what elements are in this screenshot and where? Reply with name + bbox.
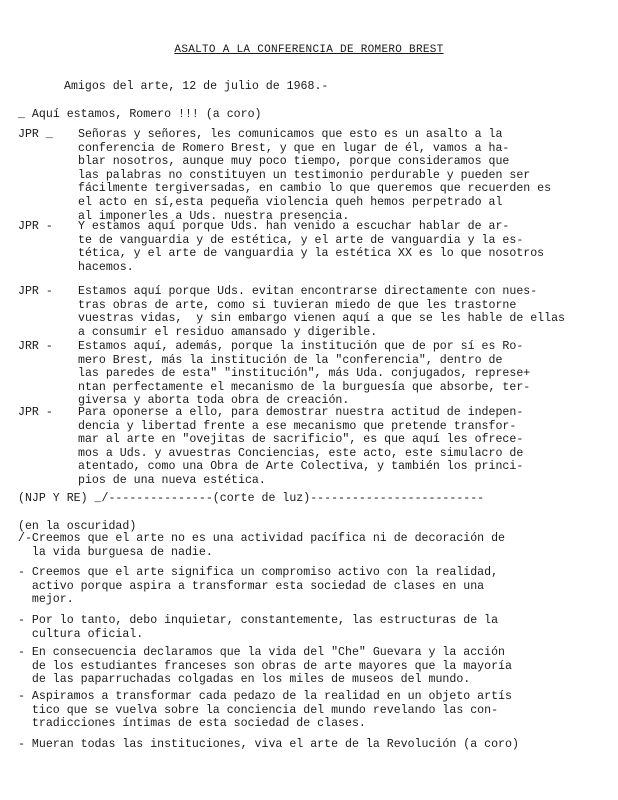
chorus-line: _ Aquí estamos, Romero !!! (a coro): [18, 108, 262, 121]
speech-block: [18, 220, 608, 274]
manifesto-item: [18, 690, 608, 731]
speech-line: fácilmente tergiversadas, en cambio lo que queremos que recuerden es: [78, 182, 552, 196]
manifesto-line: - Mueran todas las instituciones, viva el arte de la Revolución (a coro): [18, 738, 519, 751]
speech-text: [78, 128, 608, 223]
manifesto-line: /-Creemos que el arte no es una actividad pacífica ni de decoración de: [18, 532, 506, 545]
speech-line: Estamos aquí, además, porque la institución que de por sí es Ro-: [78, 340, 524, 353]
speech-block: [18, 340, 608, 408]
manifesto-line: tradicciones íntimas de esta sociedad de clases.: [18, 717, 366, 731]
manifesto-line: activo porque aspira a transformar esta sociedad de clases en una: [18, 579, 485, 593]
speech-line: mero Brest, más la institución de la "conferencia", dentro de: [78, 353, 503, 367]
speaker-label: JRR -: [18, 340, 53, 353]
manifesto-line: de los estudiantes franceses son obras de arte mayores que la mayoría: [18, 659, 512, 673]
speech-line: ntan perfectamente el mecanismo de la burguesía que absorbe, ter-: [78, 380, 531, 394]
speech-line: Para oponerse a ello, para demostrar nuestra actitud de indepen-: [78, 406, 524, 419]
manifesto-line: tico que se vuelva sobre la conciencia del mundo revelando las con-: [18, 703, 499, 717]
speaker-label: JPR -: [18, 285, 53, 298]
speech-text: [78, 406, 608, 488]
speech-line: Señoras y señores, les comunicamos que esto es un asalto a la: [78, 128, 503, 141]
manifesto-line: mejor.: [18, 593, 74, 607]
manifesto-line: de las paparruchadas colgadas en los miles de museos del mundo.: [18, 673, 471, 687]
speech-text: [78, 285, 608, 339]
manifesto-line: cultura oficial.: [18, 627, 144, 641]
speech-text: [78, 340, 608, 408]
manifesto-line: - Por lo tanto, debo inquietar, constantemente, las estructuras de la: [18, 614, 499, 627]
manifesto-line: - Creemos que el arte significa un compromiso activo con la realidad,: [18, 566, 499, 579]
cut-line: (NJP Y RE) _/---------------(corte de luz)-------------------------: [18, 492, 485, 505]
speech-line: mos a Uds. y avuestras Conciencias, este acto, este simulacro de: [78, 446, 524, 460]
document-title: ASALTO A LA CONFERENCIA DE ROMERO BREST: [174, 44, 444, 56]
darkness-note: (en la oscuridad): [18, 520, 137, 533]
speech-line: hacemos.: [78, 260, 134, 274]
speech-line: dencia y libertad frente a ese mecanismo que pretende transfor-: [78, 419, 517, 433]
manifesto-item: [18, 614, 608, 641]
speech-line: conferencia de Romero Brest, y que en lugar de él, vamos a ha-: [78, 141, 510, 155]
manifesto-item: [18, 646, 608, 687]
speaker-label: JPR _: [18, 128, 53, 141]
manifesto-line: la vida burguesa de nadie.: [18, 545, 213, 559]
dateline: Amigos del arte, 12 de julio de 1968.-: [64, 80, 329, 93]
speaker-label: JPR -: [18, 406, 53, 419]
speech-text: [78, 220, 608, 274]
speech-line: tras obras de arte, como si tuvieran miedo de que les trastorne: [78, 298, 517, 312]
speaker-label: JPR -: [18, 220, 53, 233]
speech-line: atentado, como una Obra de Arte Colectiva, y también los princi-: [78, 460, 524, 474]
speech-line: giversa y aborta toda obra de creación.: [78, 394, 350, 408]
speech-line: mar al arte en "ovejitas de sacrificio", es que aquí les ofrece-: [78, 433, 524, 447]
manifesto-line: - En consecuencia declaramos que la vida del "Che" Guevara y la acción: [18, 646, 506, 659]
speech-line: vuestras vidas, y sin embargo vienen aquí a que se les hable de ellas: [78, 312, 566, 326]
speech-line: te de vanguardia y de estética, y el arte de vanguardia y la es-: [78, 233, 524, 247]
manifesto-line: - Aspiramos a transformar cada pedazo de la realidad en un objeto artís: [18, 690, 512, 703]
speech-line: el acto en sí,esta pequeña violencia queh hemos perpetrado al: [78, 195, 503, 209]
speech-line: Y estamos aquí porque Uds. han venido a escuchar hablar de ar-: [78, 220, 510, 233]
speech-block: [18, 128, 608, 223]
speech-line: Estamos aquí porque Uds. evitan encontrarse directamente con nues-: [78, 285, 538, 298]
manifesto-item: [18, 532, 608, 559]
speech-block: [18, 285, 608, 339]
speech-line: pios de una nueva estética.: [78, 473, 266, 487]
speech-line: las paredes de esta" "institución", más Uda. conjugados, represe+: [78, 367, 531, 381]
speech-line: tética, y el arte de vanguardia y la estética XX es lo que nosotros: [78, 247, 545, 261]
speech-line: al imponerles a Uds. nuestra presencia.: [78, 209, 350, 223]
speech-line: blar nosotros, aunque muy poco tiempo, porque consideramos que: [78, 155, 510, 169]
speech-block: [18, 406, 608, 488]
speech-line: las palabras no constituyen un testimonio perdurable y pueden ser: [78, 168, 531, 182]
manifesto-item: [18, 566, 608, 607]
manifesto-item: [18, 738, 608, 752]
speech-line: a consumir el residuo amansado y digerible.: [78, 325, 378, 339]
